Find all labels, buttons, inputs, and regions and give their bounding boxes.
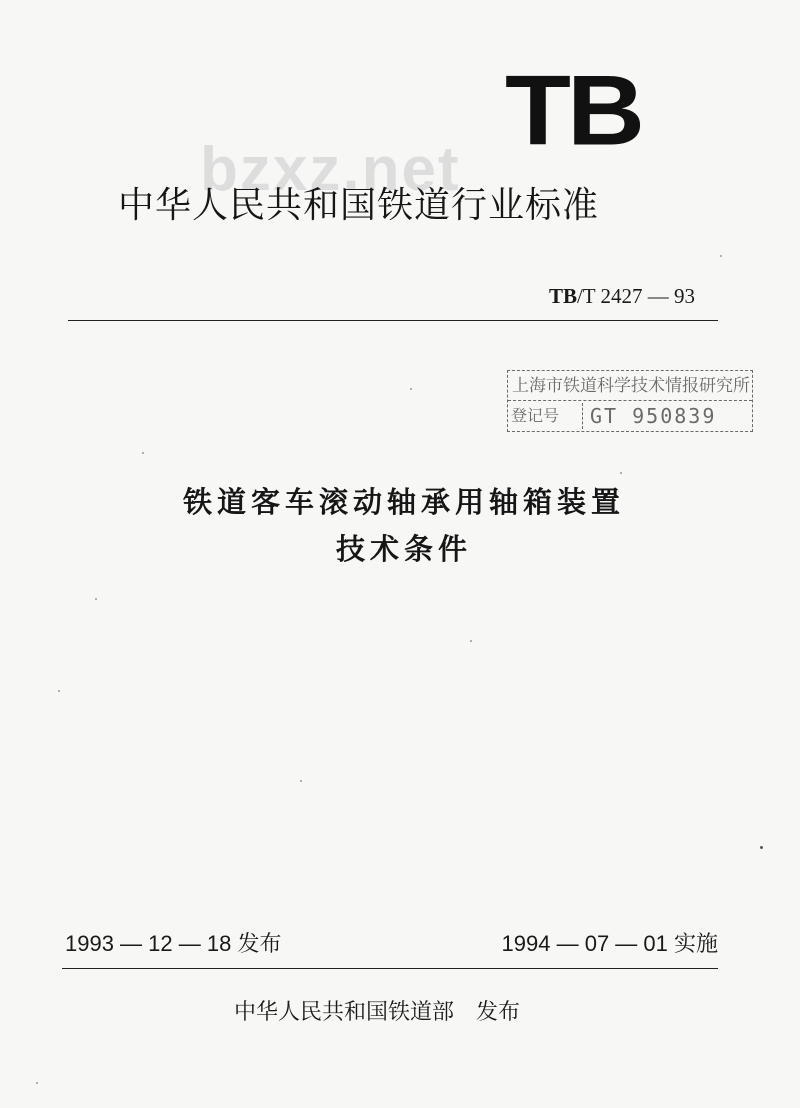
standard-prefix: TB <box>548 284 577 308</box>
scan-speck <box>410 388 412 390</box>
tb-logo: TB <box>505 54 641 166</box>
scan-speck <box>760 846 763 849</box>
scan-speck <box>36 1082 38 1084</box>
scan-speck <box>620 472 622 474</box>
scan-speck <box>95 598 97 600</box>
top-divider <box>68 320 718 321</box>
scan-speck <box>720 255 722 257</box>
implementation-date: 1994 — 07 — 01 实施 <box>501 931 718 956</box>
document-title-line-1: 铁道客车滚动轴承用轴箱装置 <box>182 485 625 519</box>
publisher-action: 发布 <box>476 1000 521 1025</box>
standard-number: /T 2427 — 93 <box>576 284 695 308</box>
library-stamp <box>507 370 753 432</box>
scan-speck <box>300 780 302 782</box>
scan-speck <box>58 690 60 692</box>
publisher-name: 中华人民共和国铁道部 <box>234 1000 455 1025</box>
watermark: bzxz.net <box>200 135 461 204</box>
publisher-line <box>234 998 520 1028</box>
issuer-title: 中华人民共和国铁道行业标准 <box>118 185 600 226</box>
stamp-registration-row <box>508 401 752 431</box>
document-title-line-2: 技术条件 <box>335 532 472 566</box>
bottom-divider <box>62 968 718 969</box>
stamp-institution: 上海市铁道科学技术情报研究所 <box>508 371 752 401</box>
scan-speck <box>142 452 144 454</box>
stamp-registration-number: GT 950839 <box>590 404 717 428</box>
issue-date: 1993 — 12 — 18 发布 <box>65 931 282 956</box>
stamp-divider <box>582 403 583 429</box>
standard-code <box>549 283 695 309</box>
scan-speck <box>470 640 472 642</box>
stamp-registration-label: 登记号 <box>511 406 560 425</box>
